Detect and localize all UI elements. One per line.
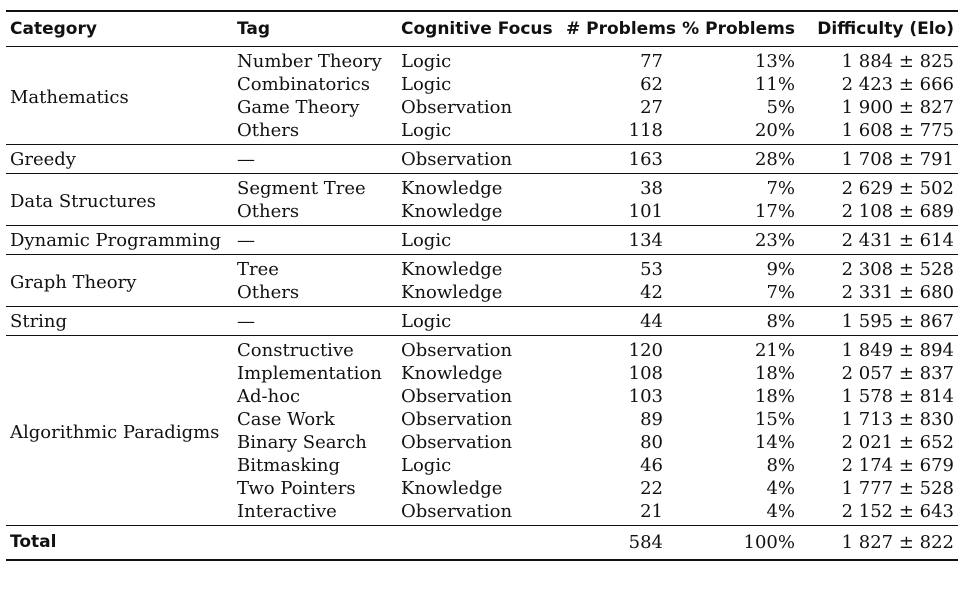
tag-cell: Others: [237, 201, 300, 222]
tag-cell: Combinatorics: [237, 74, 371, 95]
pct-cell: 21%: [754, 340, 795, 361]
total-focus-cell: [397, 526, 562, 561]
header-cognitive-focus: Cognitive Focus: [397, 11, 562, 47]
tag-cell: Ad-hoc: [237, 386, 301, 407]
pct-cell: 7%: [766, 282, 795, 303]
focus-cell: Logic: [401, 230, 452, 251]
pct-cell: 11%: [754, 74, 795, 95]
table-row: [6, 307, 958, 336]
tag-cell: Two Pointers: [237, 478, 356, 499]
focus-cell: Observation: [401, 432, 513, 453]
pct-cell: 4%: [766, 501, 795, 522]
count-cell: 38: [640, 178, 663, 199]
difficulty-cell: 2 629 ± 502: [841, 178, 954, 199]
tag-cell: —: [237, 311, 255, 332]
pct-cell: 23%: [754, 230, 795, 251]
count-cell: 89: [640, 409, 663, 430]
difficulty-cell: 2 021 ± 652: [841, 432, 954, 453]
pct-cell: 8%: [766, 455, 795, 476]
difficulty-cell: 2 431 ± 614: [841, 230, 954, 251]
problem-category-table-container: [6, 10, 958, 561]
focus-cell: Observation: [401, 501, 513, 522]
focus-cell: Observation: [401, 149, 513, 170]
category-cell: Graph Theory: [10, 271, 137, 293]
category-group: [6, 47, 958, 145]
header-category: Category: [6, 11, 233, 47]
focus-cell: Knowledge: [401, 201, 503, 222]
focus-cell: Logic: [401, 311, 452, 332]
tag-cell: Others: [237, 120, 300, 141]
total-row: [6, 526, 958, 561]
tag-cell: —: [237, 149, 255, 170]
difficulty-cell: 2 331 ± 680: [841, 282, 954, 303]
category-cell: Dynamic Programming: [10, 230, 221, 251]
pct-cell: 14%: [754, 432, 795, 453]
pct-cell: 9%: [766, 259, 795, 280]
tag-cell: Number Theory: [237, 51, 382, 72]
tag-cell: Tree: [237, 259, 279, 280]
pct-cell: 28%: [754, 149, 795, 170]
total-group: [6, 526, 958, 561]
count-cell: 27: [640, 97, 663, 118]
difficulty-cell: 1 900 ± 827: [841, 97, 954, 118]
category-group: [6, 336, 958, 526]
pct-cell: 17%: [754, 201, 795, 222]
count-cell: 163: [628, 149, 663, 170]
count-cell: 42: [640, 282, 663, 303]
difficulty-cell: 2 423 ± 666: [841, 74, 954, 95]
focus-cell: Knowledge: [401, 363, 503, 384]
count-cell: 103: [628, 386, 663, 407]
difficulty-cell: 1 884 ± 825: [841, 51, 954, 72]
table-row: [6, 47, 958, 74]
count-cell: 118: [628, 120, 663, 141]
tag-cell: —: [237, 230, 255, 251]
tag-cell: Constructive: [237, 340, 354, 361]
pct-cell: 20%: [754, 120, 795, 141]
count-cell: 46: [640, 455, 663, 476]
pct-cell: 4%: [766, 478, 795, 499]
category-group: [6, 145, 958, 174]
count-cell: 134: [628, 230, 663, 251]
difficulty-cell: 2 108 ± 689: [841, 201, 954, 222]
focus-cell: Logic: [401, 120, 452, 141]
focus-cell: Observation: [401, 97, 513, 118]
category-group: [6, 174, 958, 226]
focus-cell: Logic: [401, 455, 452, 476]
tag-cell: Segment Tree: [237, 178, 366, 199]
difficulty-cell: 1 713 ± 830: [841, 409, 954, 430]
count-cell: 44: [640, 311, 663, 332]
category-cell: Greedy: [10, 149, 76, 170]
difficulty-cell: 1 595 ± 867: [841, 311, 954, 332]
tag-cell: Game Theory: [237, 97, 360, 118]
focus-cell: Knowledge: [401, 178, 503, 199]
count-cell: 77: [640, 51, 663, 72]
total-difficulty-cell: 1 827 ± 822: [799, 526, 958, 561]
pct-cell: 18%: [754, 363, 795, 384]
count-cell: 101: [628, 201, 663, 222]
difficulty-cell: 2 174 ± 679: [841, 455, 954, 476]
table-row: [6, 336, 958, 363]
focus-cell: Knowledge: [401, 478, 503, 499]
table-row: [6, 226, 958, 255]
tag-cell: Others: [237, 282, 300, 303]
count-cell: 80: [640, 432, 663, 453]
difficulty-cell: 2 152 ± 643: [841, 501, 954, 522]
category-group: [6, 255, 958, 307]
tag-cell: Bitmasking: [237, 455, 341, 476]
count-cell: 21: [640, 501, 663, 522]
header-difficulty: Difficulty (Elo): [799, 11, 958, 47]
pct-cell: 13%: [754, 51, 795, 72]
table-row: [6, 145, 958, 174]
table-row: [6, 174, 958, 201]
pct-cell: 7%: [766, 178, 795, 199]
count-cell: 108: [628, 363, 663, 384]
focus-cell: Observation: [401, 409, 513, 430]
difficulty-cell: 1 777 ± 528: [841, 478, 954, 499]
focus-cell: Logic: [401, 51, 452, 72]
header-pct-problems: % Problems: [667, 11, 799, 47]
count-cell: 22: [640, 478, 663, 499]
header-row: [6, 11, 958, 47]
difficulty-cell: 2 057 ± 837: [841, 363, 954, 384]
pct-cell: 18%: [754, 386, 795, 407]
category-cell: String: [10, 311, 68, 332]
table-row: [6, 255, 958, 282]
count-cell: 120: [628, 340, 663, 361]
focus-cell: Observation: [401, 386, 513, 407]
focus-cell: Observation: [401, 340, 513, 361]
tag-cell: Case Work: [237, 409, 335, 430]
category-cell: Algorithmic Paradigms: [10, 421, 220, 443]
pct-cell: 8%: [766, 311, 795, 332]
total-tag-cell: [233, 526, 397, 561]
header-num-problems: # Problems: [562, 11, 667, 47]
total-pct-cell: 100%: [667, 526, 799, 561]
difficulty-cell: 2 308 ± 528: [841, 259, 954, 280]
total-label: Total: [6, 526, 233, 561]
focus-cell: Knowledge: [401, 282, 503, 303]
category-cell: Data Structures: [10, 190, 157, 212]
category-cell: Mathematics: [10, 86, 129, 108]
total-count-cell: 584: [562, 526, 667, 561]
focus-cell: Knowledge: [401, 259, 503, 280]
tag-cell: Interactive: [237, 501, 337, 522]
difficulty-cell: 1 849 ± 894: [841, 340, 954, 361]
pct-cell: 15%: [754, 409, 795, 430]
category-group: [6, 226, 958, 255]
difficulty-cell: 1 578 ± 814: [841, 386, 954, 407]
difficulty-cell: 1 708 ± 791: [841, 149, 954, 170]
category-group: [6, 307, 958, 336]
tag-cell: Implementation: [237, 363, 382, 384]
pct-cell: 5%: [766, 97, 795, 118]
table-header: [6, 11, 958, 47]
focus-cell: Logic: [401, 74, 452, 95]
count-cell: 62: [640, 74, 663, 95]
difficulty-cell: 1 608 ± 775: [841, 120, 954, 141]
header-tag: Tag: [233, 11, 397, 47]
count-cell: 53: [640, 259, 663, 280]
tag-cell: Binary Search: [237, 432, 367, 453]
problem-category-table: [6, 10, 958, 561]
